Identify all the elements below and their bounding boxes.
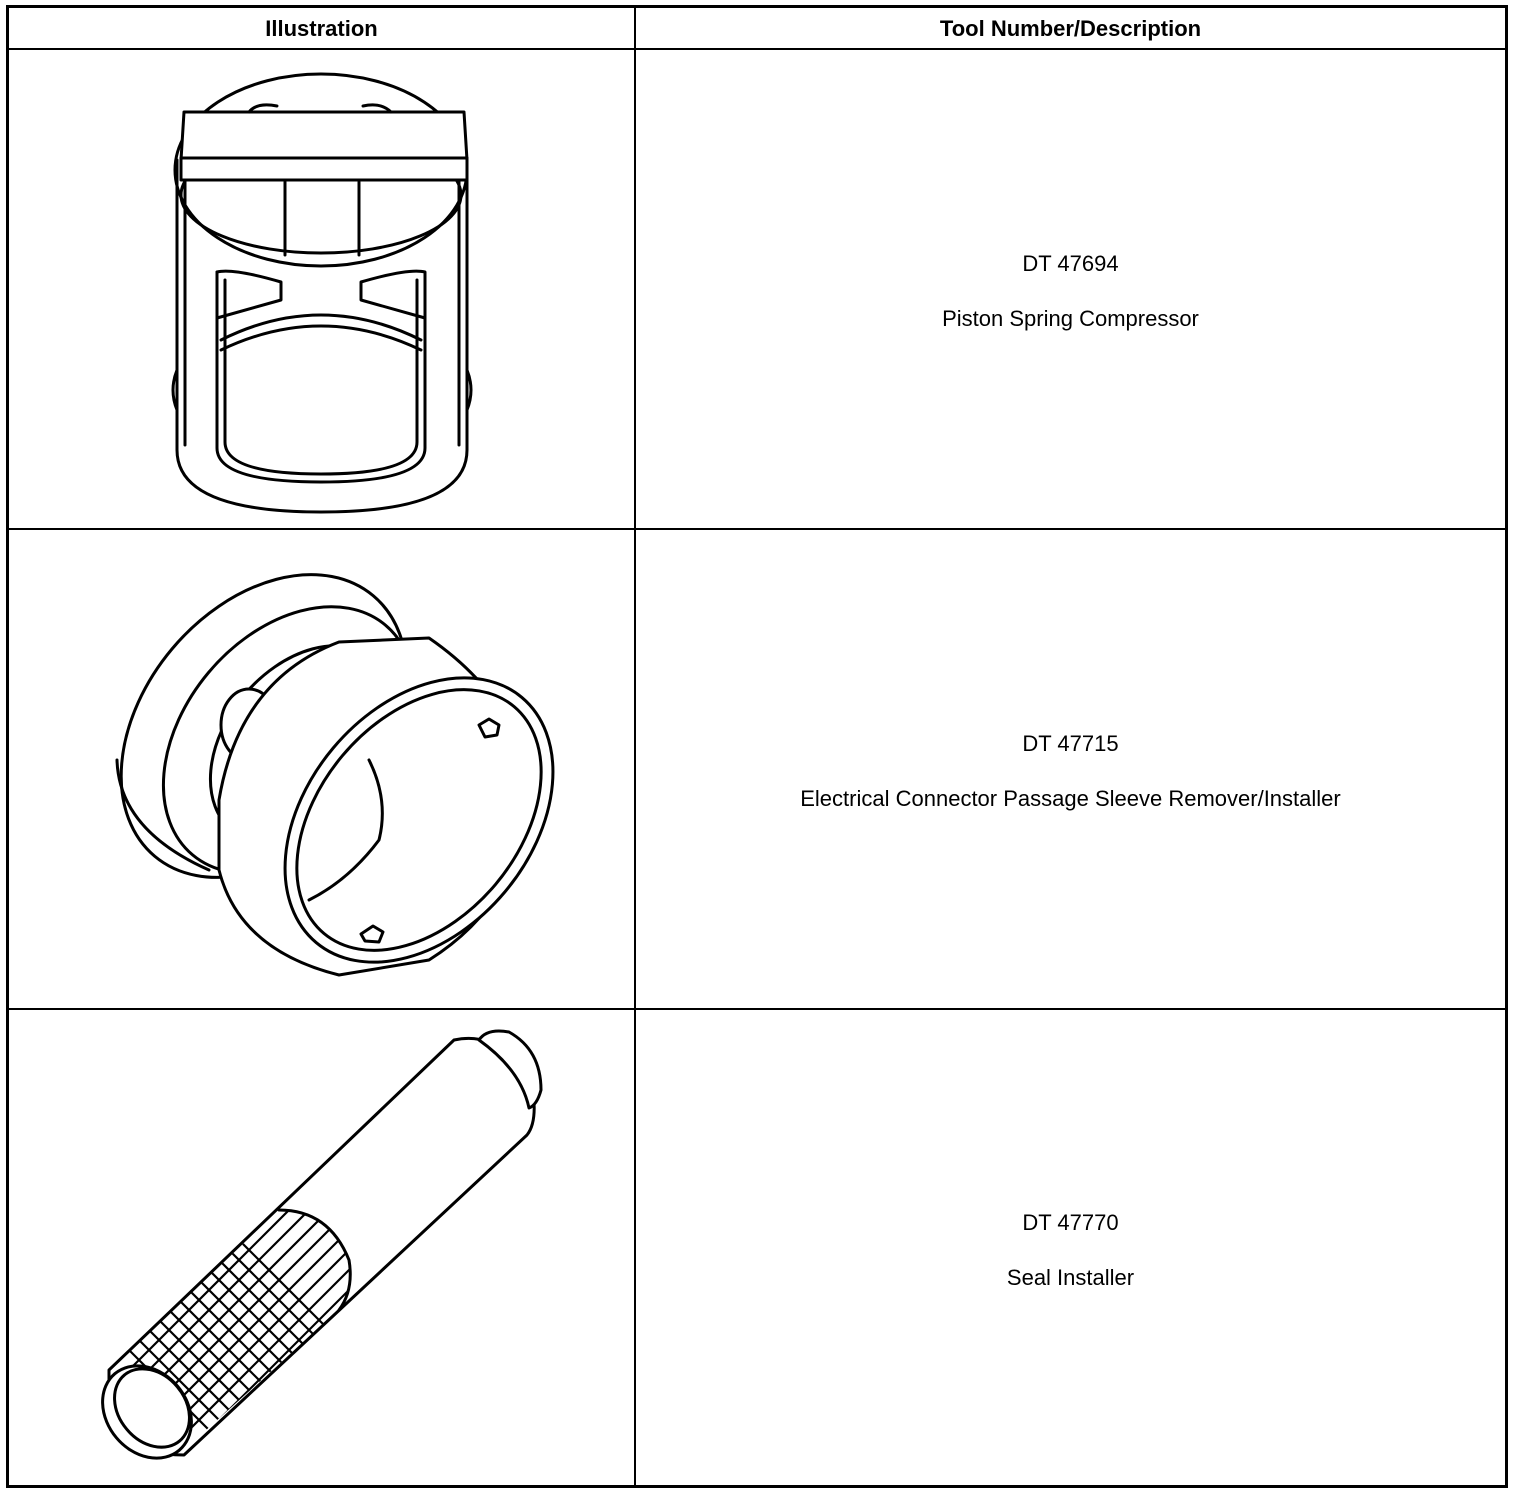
header-tool-number-description: Tool Number/Description bbox=[939, 16, 1202, 41]
tool-table bbox=[6, 5, 1508, 1488]
description-cell bbox=[636, 50, 1505, 528]
piston-spring-compressor-illustration bbox=[9, 50, 634, 528]
table-row bbox=[9, 1010, 1505, 1488]
sleeve-remover-installer-illustration bbox=[9, 530, 634, 1008]
tool-number: DT 47715 bbox=[1022, 731, 1119, 756]
header-illustration: Illustration bbox=[265, 16, 378, 41]
tool-number: DT 47694 bbox=[1022, 251, 1119, 276]
illustration-cell bbox=[9, 50, 634, 528]
illustration-cell bbox=[9, 530, 634, 1008]
table-row bbox=[9, 530, 1505, 1010]
description-cell bbox=[636, 530, 1505, 1008]
tool-description: Electrical Connector Passage Sleeve Remover/Installer bbox=[800, 786, 1341, 811]
illustration-cell bbox=[9, 1010, 634, 1488]
tool-number: DT 47770 bbox=[1022, 1210, 1119, 1235]
table-row bbox=[9, 50, 1505, 530]
seal-installer-illustration bbox=[9, 1010, 634, 1486]
description-cell bbox=[636, 1010, 1505, 1488]
table-header bbox=[9, 8, 1505, 50]
tool-description: Piston Spring Compressor bbox=[942, 306, 1199, 331]
tool-description: Seal Installer bbox=[1006, 1265, 1135, 1290]
